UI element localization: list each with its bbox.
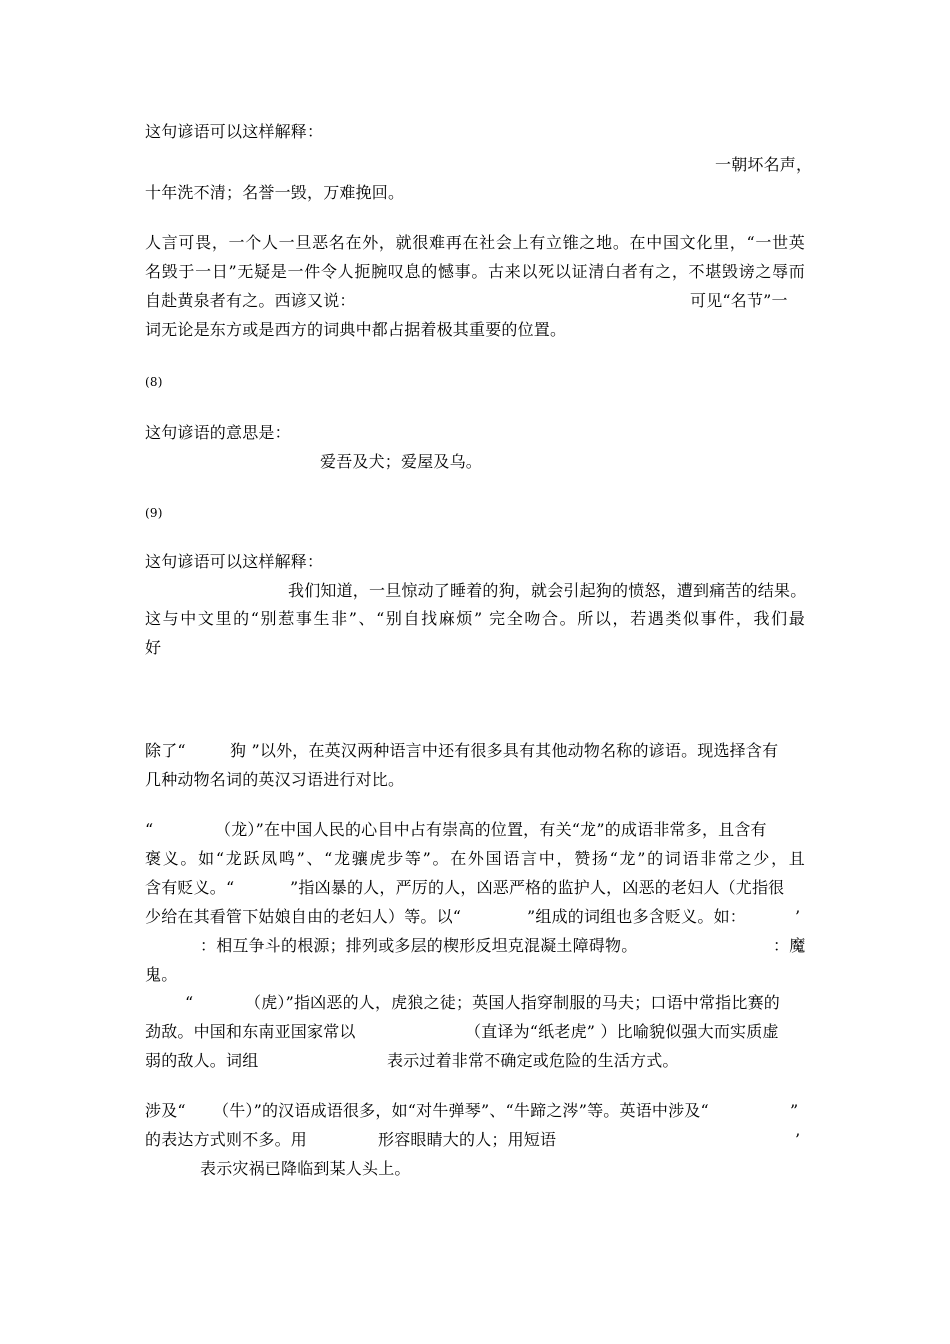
p8-meaning: 爱吾及犬；爱屋及乌。	[320, 452, 483, 471]
dragon-line-1a: “	[145, 820, 154, 839]
ox-line-1a: 涉及“	[145, 1101, 186, 1120]
p9-intro: 这句谚语可以这样解释：	[145, 552, 324, 571]
ox-line-2c: ’	[795, 1130, 801, 1149]
p9-label: (9)	[145, 506, 163, 520]
dragon-line-2: 褒义。如“龙跃凤鸣”、“龙骧虎步等”。在外国语言中，赞扬“龙”的词语非常之少，且	[145, 849, 805, 868]
tiger-line-2b: （直译为“纸老虎” ）比喻貌似强大而实质虚	[465, 1022, 779, 1041]
p9-line-2: 这与中文里的“别惹事生非”、“别自找麻烦” 完全吻合。所以，若遇类似事件，我们最	[145, 609, 805, 628]
dragon-line-5b: ：魔	[773, 936, 806, 955]
dragon-line-4a: 少给在其看管下姑娘自由的老妇人）等。以“	[145, 907, 462, 926]
ox-line-3: 表示灾祸已降临到某人头上。	[200, 1159, 411, 1178]
tiger-line-3a: 弱的敌人。词组	[145, 1051, 259, 1070]
dragon-line-3b: ”指凶暴的人，严厉的人，凶恶严格的监护人，凶恶的老妇人（尤指很	[290, 878, 785, 897]
ox-line-2a: 的表达方式则不多。用	[145, 1130, 308, 1149]
dragon-line-6: 鬼。	[145, 965, 178, 984]
p8-intro: 这句谚语的意思是：	[145, 423, 291, 442]
tiger-line-3b: 表示过着非常不确定或危险的生活方式。	[387, 1051, 679, 1070]
p8-label: (8)	[145, 375, 163, 389]
animals-line-1b: 狗 ”以外，在英汉两种语言中还有很多具有其他动物名称的谚语。现选择含有	[230, 741, 779, 760]
dragon-line-1b: （龙）”在中国人民的心目中占有崇高的位置，有关“龙”的成语非常多，且含有	[215, 820, 767, 839]
p9-line-1: 我们知道，一旦惊动了睡着的狗，就会引起狗的愤怒，遭到痛苦的结果。	[288, 581, 807, 600]
p9-line-3: 好	[145, 638, 162, 657]
ox-line-1b: （牛）”的汉语成语很多，如“对牛弹琴”、“牛蹄之涔”等。英语中涉及“	[213, 1101, 709, 1120]
p7-line-a: 一朝坏名声，	[715, 155, 813, 174]
animals-line-1a: 除了“	[145, 741, 186, 760]
name-para-line-3a: 自赴黄泉者有之。西谚又说：	[145, 291, 356, 310]
animals-line-2: 几种动物名词的英汉习语进行对比。	[145, 770, 405, 789]
name-para-line-2: 名毁于一日”无疑是一件令人扼腕叹息的憾事。古来以死以证清白者有之，不堪毁谤之辱而	[145, 262, 805, 281]
name-para-line-1: 人言可畏，一个人一旦恶名在外，就很难再在社会上有立锥之地。在中国文化里，“一世英	[145, 233, 805, 252]
p7-intro: 这句谚语可以这样解释：	[145, 122, 324, 141]
dragon-line-4b: ”组成的词组也多含贬义。如：	[527, 907, 746, 926]
ox-line-1c: ”	[790, 1101, 799, 1120]
dragon-line-3a: 含有贬义。“	[145, 878, 235, 897]
tiger-line-1a: “	[185, 993, 194, 1012]
tiger-line-2a: 劲敌。中国和东南亚国家常以	[145, 1022, 356, 1041]
dragon-line-4c: ’	[795, 907, 801, 926]
name-para-line-4: 词无论是东方或是西方的词典中都占据着极其重要的位置。	[145, 320, 567, 339]
name-para-line-3b: 可见“名节”一	[690, 291, 788, 310]
ox-line-2b: 形容眼睛大的人；用短语	[378, 1130, 557, 1149]
p7-line-b: 十年洗不清；名誉一毁，万难挽回。	[145, 183, 405, 202]
dragon-line-5a: ：相互争斗的根源；排列或多层的楔形反坦克混凝土障碍物。	[200, 936, 638, 955]
tiger-line-1b: （虎）”指凶恶的人，虎狼之徒；英国人指穿制服的马夫；口语中常指比赛的	[245, 993, 780, 1012]
